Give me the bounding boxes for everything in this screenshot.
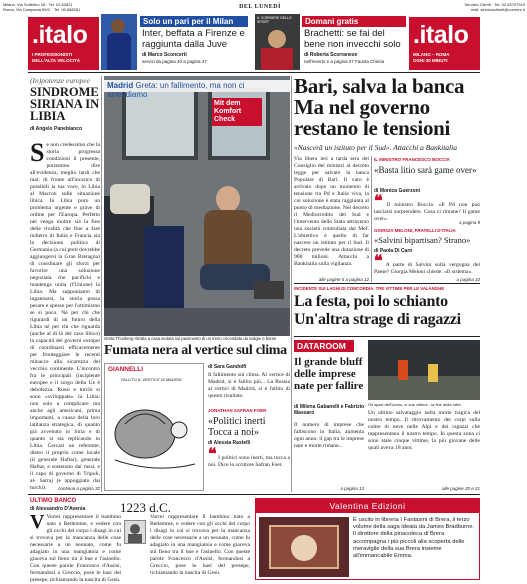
lead-body: Via libera ieri a tarda sera del Consiglio dei ministri al decreto legge per salvare la banca Popolare di Bari. Il varo è arrivato dopo un momento di tensione tra Pd e Italia viva, la cui soluzione è stata raggiunta al punto di mediazione. Nel decreto il Mediocredito del Sud e l'intervento dello Stato attraverso una società controllata dal Mef. L'obiettivo è quello di far nascere un istituto per il Sud. Il decreto prevede una dotazione di 900 milioni. Attacchi a Bankitalia sulla vigilanza. (294, 156, 369, 267)
bottom-rule (28, 494, 480, 495)
brachetti-photo (255, 14, 300, 70)
top-strip-right: Servizio Clienti · Tel. 02 63797510 mail: servizioclienti@corriere.it (464, 2, 525, 12)
opinion2-byline: di Alessia Rastelli (208, 440, 251, 446)
promo2-headline: Brachetti: se fai del bene non invecchi solo (304, 28, 401, 50)
valentina-ad[interactable] (255, 498, 480, 580)
dataroom-more: a pagina 13 (340, 486, 364, 491)
fumata-headline: Fumata nera al vertice sul clima (104, 343, 287, 358)
col-rule-2 (291, 76, 292, 492)
lead-headline: Bari, salva la banca Ma nel governo restano le tensioni (294, 74, 465, 140)
valentina-title: Valentina Edizioni (256, 499, 479, 513)
italo-logo: .italo (32, 21, 88, 49)
photo-kicker-bar (104, 80, 290, 99)
side1-text: ❝ Il ministro Boccia: «Il Pd non può lasciarsi sorprendere. Cosa ci rimane? Il game over». (374, 193, 480, 222)
quote-icon: ❝ (374, 253, 383, 270)
dataroom-rule (294, 336, 480, 337)
promo2-byline: di Roberta Scorranese (304, 52, 358, 58)
italo-logo-right: .italo (413, 21, 469, 49)
italo-ad-right[interactable] (409, 17, 480, 70)
dataroom-logo: DATAROOM (294, 340, 354, 352)
opinion1-text: Il fallimento sul clima. Al vertice di Madrid, si è fallito più... La Russia ai vertici di Madrid, si è fallito di questo risultato. (208, 372, 290, 399)
quote-icon: ❝ (208, 446, 217, 463)
incidente-rule (294, 283, 480, 284)
left-title: SINDROME SIRIANA IN LIBIA (30, 85, 100, 123)
left-byline: di Angelo Panebianco (30, 126, 83, 132)
photo-caption: Greta Thunberg ritratta a casa seduta sul pavimento di un treno circondata da valigie e borse (104, 336, 277, 341)
side2-title: «Salvini bipartisan? Strano» (374, 235, 471, 245)
header-rule (28, 72, 480, 73)
rescue-photo (368, 340, 480, 400)
greta-photo (104, 76, 290, 336)
left-body: Se non credessimo che la storia progressa condizioni il presente, potremmo dire all'evidenza, meglio tardi che mai: di fronte all'incarico di possibili la tua voce, in Libia al Macron sulle situazione libica. In Libia puro un problema urgente e grave di ordine per l'Europa. Perfetto nel venga inoltre sia la fine delle rivalità che fine a fare indietro di Italia e Francia sia la decisione politica di Germania (a cui preti dovrebbe aggiungersi la Gran Bretagna) di coordinare gli sforzi per favorire una soluzione negoziata che pacifichi e mantenga unita (l'Unione) la Libia. Ma supponiamo di ingannarsi, la storia possa pesare e spesso per l'ottimismo se si poco. Né per chi che rigurardi di un futuro della Libia né per chi che riguarda (anche al di là del caso libico) la capacità dei governi europei di coordinarsi efficacemente per fronteggiare le recenti minacce alla sicurezza del vecchio continente. L'incontro fra le principali (incipiente europee e il sorgo della Ue è debolezza. Russi e turchi si sono «sviluppate» la Libia: non solo a complicare ma anche agli americani, prima importanti, a causa della loro latitanza strategica, di quanto già avvenuto in Siria e di quanto si sta replicando in Libia. Cercasi un referente, dietro il proprio come locale (il generale Haftar), generale Haftar, e sostenuto dai russi, e il capo di governo di Tripoli, al- Sarraj (e appoggiato dai turchi). (30, 138, 100, 491)
italo-tag-2: DELL'ALTA VELOCITÀ (32, 58, 80, 63)
left-kicker: (In)potenze europee (30, 76, 90, 85)
ultimo-label: ULTIMO BANCO (30, 498, 77, 504)
lead-subhead: «Nasceră un istituto per il Sud». Attacchi a Bankitalia (294, 143, 457, 152)
opinion2-title: «Politici inerti Tocca a noi» (208, 416, 266, 438)
rescue-caption: Gli spazi dell'Uomo, le sue vittime - la fine della rotta (368, 402, 461, 407)
book-cover (259, 517, 349, 577)
dataroom-headline: Il grande bluff delle imprese nate per fallire (294, 356, 364, 392)
ultimo-byline: di Alessandro D'Avenia (30, 506, 86, 512)
lead-more: alle pagine 5 a pagina 12 (318, 277, 369, 282)
ultimo-title: 1223 d.C. (120, 500, 171, 515)
lead-rule (371, 156, 372, 282)
cartoon-drawing (105, 384, 203, 490)
photo-kicker: Madrid (107, 81, 134, 90)
dataroom-byline: di Milena Gabanelli e Fabrizio Massaro (294, 404, 365, 416)
valentina-text: È uscito in libreria I Fantasmi di Brera, il terzo volume della saga ideata da James Bradburne. Il direttore della pinacoteca di Brera accompagna i più piccoli alla scoperta delle meraviglie della sua Brera insieme all'immancabile Emma. (353, 517, 475, 560)
col-rule-1 (101, 76, 102, 492)
opinion2-text: ❝ I politici sono inerti, ma tocca a noi. Dice lo scrittore Safran Foer. (208, 446, 290, 468)
italo-tag-1: I PROFESSIONISTI (32, 52, 73, 57)
promo2-section: IL CORRIERE DELLO SPORT (257, 16, 292, 24)
ultimo-text-1: V Vorrei rappresentare il bambino nato a Betlemme, e vedere con gli occhi del corpo i disagi in cui si trovava per la mancanza delle cose necessarie a un neonato, come fu adagiato in una mangiatoia e come giaceva sul fieno tra il bue e l'asinello. Con queste parole Francesco d'Assisi, fermandosi a Greccio, pose le basi del presepe, richiamando la nascita di Gesù. (30, 511, 121, 583)
incidente-headline: La festa, poi lo schianto Un'altra strage di ragazzi (294, 293, 461, 328)
photo-headline: Greta: un fallimento, ma non ci arrendiamo (107, 81, 245, 99)
italo-ad-left[interactable] (28, 17, 99, 70)
left-more: continua a pagina 32 (58, 486, 100, 491)
author-avatar (124, 520, 146, 544)
side1-byline: di Monica Guerzoni (374, 188, 421, 194)
masthead-day: DEL LUNEDÌ (239, 4, 281, 10)
ultimo-text-2: Vorrei rappresentare il bambino nato a Betlemme, e vedere con gli occhi del corpo i disagi in cui si trovava per la mancanza delle cose necessarie a un neonato, come fu adagiato in una mangiatoia e come giaceva sul fieno tra il bue e l'asinello. Con queste parole Francesco d'Assisi, fermandosi a Greccio, pose le basi del presepe, richiamando la nascita di Gesù. (150, 514, 250, 576)
giannelli-label: GIANNELLI (108, 366, 144, 373)
italo-tag-right-2: OGNI 30 MINUTI (413, 58, 448, 63)
promo1-kicker: Solo un pari per il Milan (140, 16, 248, 27)
side1-label: IL MINISTRO FRANCESCO BOCCIA (374, 157, 450, 162)
opinion1-byline: di Sara Gandolfi (208, 364, 247, 370)
side2-byline: di Paola Di Caro (374, 248, 413, 254)
promo2-kicker: Domani gratis (302, 16, 406, 27)
train-sign: Mit dem Komfort Check (212, 98, 262, 126)
quote-icon: ❝ (374, 193, 383, 210)
promo1-byline: di Marco Sconcerti (142, 52, 187, 58)
side2-label: GIORGIA MELONI, FRATELLI D'ITALIA (374, 228, 456, 233)
incidente-kicker: INCIDENTE SUI LAGHI DI CONCORDIA. TRE VITTIME PER LE VALANGHE (294, 286, 445, 291)
promo2-more: nell'inserto e a pagina 27 Fausta Chiesa (304, 59, 385, 64)
footballer-photo (101, 14, 137, 70)
dataroom-text: Il numero di imprese che falliscono in Italia, aumenta ogni anno: il gap tra le imprese nate e morte rimane... (294, 422, 364, 449)
side1-more: a pagina 9 (458, 220, 480, 225)
rescue-more: alle pagine 20 e 21 (441, 486, 480, 491)
side1-title: «Basta litio sarà game over» (374, 165, 477, 175)
drop-cap: S (30, 138, 45, 167)
italo-tag-right-1: MILANO – ROMA (413, 52, 450, 57)
rescue-text: Un ultimo salvataggio nella morte tragica del nostro tempo. Il ritrovamento dei corpi sulla coltre di neve nelle Alpi e dei ragazzi che rappresentano il nostro tempo. In questa zona ci sono state cinque vittime, la più giovane delle quali aveva 18 anni. (368, 410, 480, 451)
side2-more: a pagina 10 (456, 277, 480, 282)
giannelli-cartoon (104, 363, 204, 491)
top-strip-left: Milano, Via Solferino 28 · Tel. 02 62821 Roma, Via Campania 59/C · Tel. 06 688281 (3, 2, 81, 12)
opinion2-label: JONATHAN SAFRAN FOER (208, 408, 267, 413)
cartoon-text: FALLITO IL VERTICE DI MADRID (121, 377, 182, 382)
promo1-headline: Inter, beffata a Firenze e raggiunta dalla Juve (142, 28, 245, 50)
side2-text: ❝ A parte di Salvini sulla vergogna del Paese? Giorgia Meloni chiede: «Il sistema». (374, 253, 480, 275)
promo1-more: servizi da pagina 40 a pagina 47 (142, 59, 207, 64)
